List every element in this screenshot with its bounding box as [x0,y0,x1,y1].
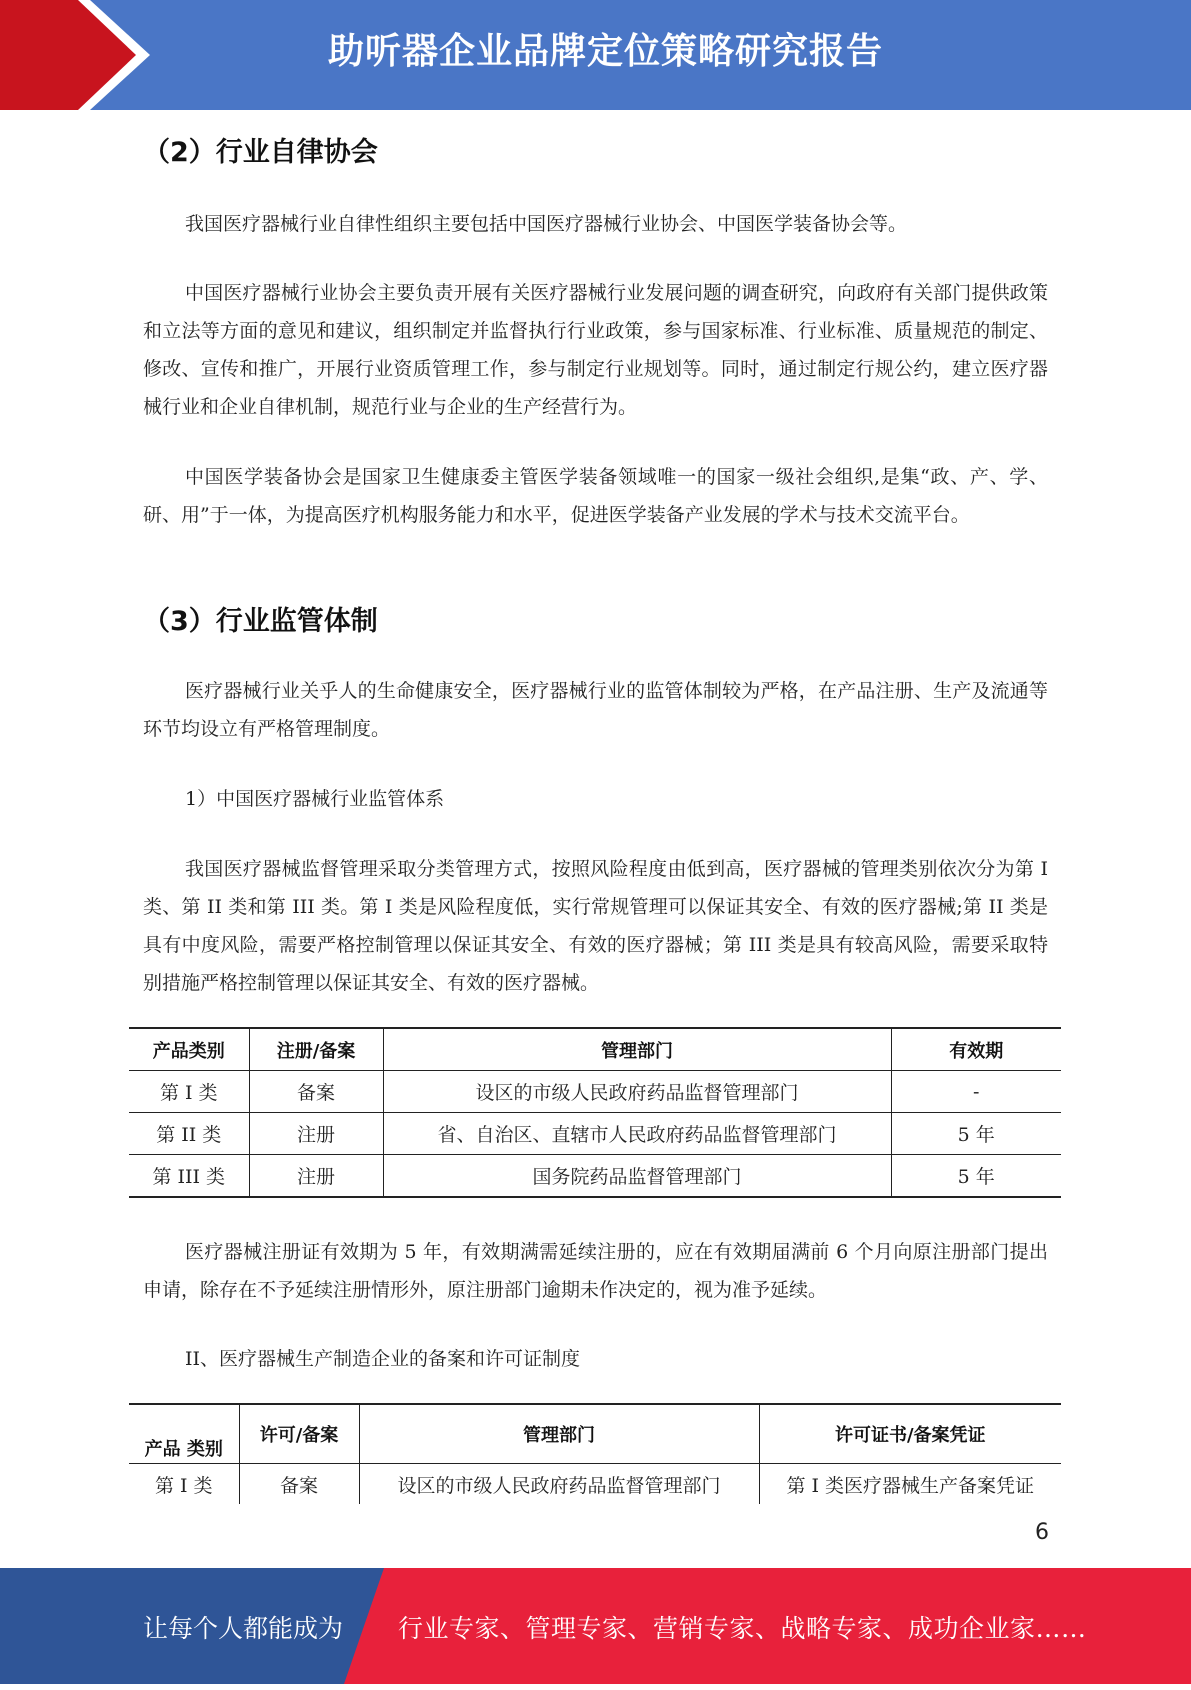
table-cell: 5 年 [891,1113,1061,1155]
paragraph: 医疗器械注册证有效期为 5 年，有效期满需延续注册的，应在有效期届满前 6 个月向原注册部门提出申请，除存在不予延续注册情形外，原注册部门逾期未作决定的，视为准予延续。 [143,1241,1048,1301]
header-banner [0,0,1191,110]
footer-slogan-right: 行业专家、管理专家、营销专家、战略专家、成功企业家…… [398,1614,1087,1643]
header-cell: 有效期 [891,1028,1061,1071]
classification-table [129,1027,1061,1198]
footer-slogan-left: 让每个人都能成为 [143,1614,344,1643]
report-title: 助听器企业品牌定位策略研究报告 [327,31,883,72]
table-cell: 注册 [249,1113,383,1155]
paragraph: 中国医疗器械行业协会主要负责开展有关医疗器械行业发展问题的调查研究，向政府有关部门提供政策和立法等方面的意见和建议，组织制定并监督执行行业政策，参与国家标准、行业标准、质量规范的制定、修改、宣传和推广，开展行业资质管理工作，参与制定行业规划等。同时，通过制定行规公约，建立医疗器械行业和企业自律机制，规范行业与企业的生产经营行为。 [143,282,1048,418]
section-heading-regulation-system: （3）行业监管体制 [143,606,378,637]
header-cell: 产品类别 [152,1040,225,1062]
header-cell: 管理部门 [359,1404,759,1464]
table-row [129,1071,1061,1113]
header-cell: 许可/备案 [239,1404,359,1464]
table-cell: 第 I 类 [159,1082,218,1104]
license-table [129,1403,1061,1504]
subheading: 1）中国医疗器械行业监管体系 [185,788,445,810]
table-cell: - [891,1071,1061,1113]
table-cell: 第 I 类 [154,1474,213,1497]
table-cell: 第 II 类 [156,1124,222,1146]
header-cell: 管理部门 [383,1028,891,1071]
table-cell: 注册 [249,1155,383,1198]
header-cell: 注册/备案 [249,1028,383,1071]
paragraph: 我国医疗器械监督管理采取分类管理方式，按照风险程度由低到高，医疗器械的管理类别依次分为第 I 类、第 II 类和第 III 类。第 I 类是风险程度低，实行常规管理可以保证其安全、有效的医疗器械;第 II 类是具有中度风险，需要严格控制管理以保证其安全、有效的医疗器械；第 III 类是具有较高风险，需要采取特别措施严格控制管理以保证其安全、有效的医疗器械。 [143,858,1048,994]
table-row [129,1155,1061,1198]
paragraph: 中国医学装备协会是国家卫生健康委主管医学装备领域唯一的国家一级社会组织,是集“政、产、学、研、用”于一体，为提高医疗机构服务能力和水平，促进医学装备产业发展的学术与技术交流平台。 [143,466,1048,526]
table-cell: 第 III 类 [152,1166,226,1188]
subheading: II、医疗器械生产制造企业的备案和许可证制度 [185,1348,581,1370]
header-cell: 许可证书/备案凭证 [759,1404,1061,1464]
paragraph: 医疗器械行业关乎人的生命健康安全，医疗器械行业的监管体制较为严格，在产品注册、生产及流通等环节均设立有严格管理制度。 [143,680,1048,740]
table-cell: 设区的市级人民政府药品监督管理部门 [383,1071,891,1113]
table-cell: 设区的市级人民政府药品监督管理部门 [359,1464,759,1505]
table-cell: 5 年 [891,1155,1061,1198]
header-cell: 产品 类别 [144,1439,223,1460]
table-cell: 备案 [249,1071,383,1113]
table-cell: 备案 [239,1464,359,1505]
paragraph: 我国医疗器械行业自律性组织主要包括中国医疗器械行业协会、中国医学装备协会等。 [185,213,908,235]
table-header-row [129,1028,1061,1071]
table-cell: 国务院药品监督管理部门 [383,1155,891,1198]
table-cell: 第 I 类医疗器械生产备案凭证 [759,1464,1061,1505]
table-cell: 省、自治区、直辖市人民政府药品监督管理部门 [383,1113,891,1155]
footer-banner [0,1568,1191,1684]
table-header-row [129,1404,1061,1464]
page-number: 6 [1035,1520,1049,1545]
table-row [129,1113,1061,1155]
section-heading-self-regulation: （2）行业自律协会 [143,137,378,168]
table-row [129,1464,1061,1505]
